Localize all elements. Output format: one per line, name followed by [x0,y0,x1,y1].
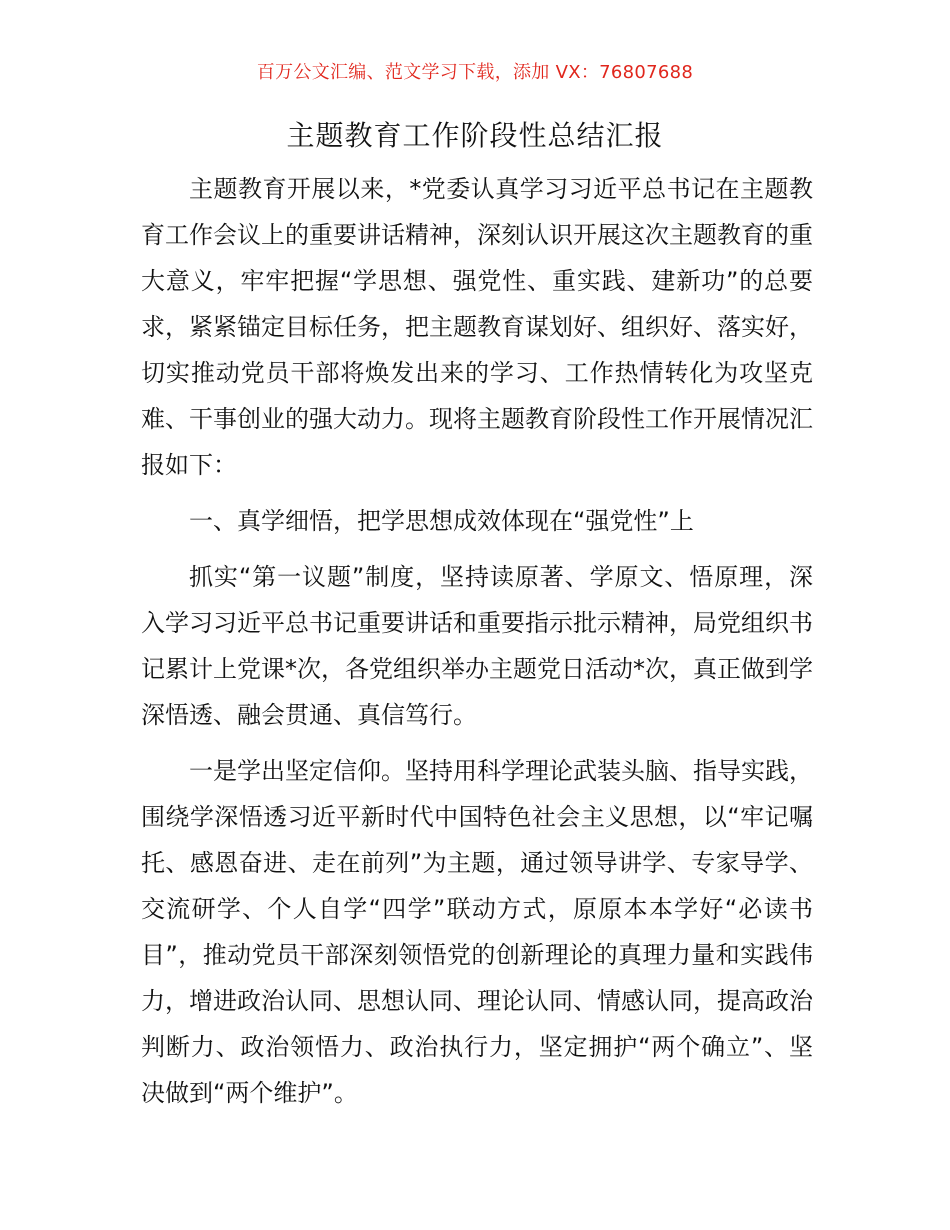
header-banner: 百万公文汇编、范文学习下载，添加 VX：76807688 [256,62,694,83]
intro-paragraph: 主题教育开展以来，*党委认真学习习近平总书记在主题教育工作会议上的重要讲话精神，深刻认识开展这次主题教育的重大意义，牢牢把握“学思想、强党性、重实践、建新功”的总要求，紧紧锚定目标任务，把主题教育谋划好、组织好、落实好，切实推动党员干部将焕发出来的学习、工作热情转化为攻坚克难、干事创业的强大动力。现将主题教育阶段性工作开展情况汇报如下： [141,175,813,479]
point-paragraph: 一是学出坚定信仰。坚持用科学理论武装头脑、指导实践，围绕学深悟透习近平新时代中国特色社会主义思想，以“牢记嘱托、感恩奋进、走在前列”为主题，通过领导讲学、专家导学、交流研学、个人自学“四学”联动方式，原原本本学好“必读书目”，推动党员干部深刻领悟党的创新理论的真理力量和实践伟力，增进政治认同、思想认同、理论认同、情感认同，提高政治判断力、政治领悟力、政治执行力，坚定拥护“两个确立”、坚决做到“两个维护”。 [141,757,813,1107]
section-paragraph: 抓实“第一议题”制度，坚持读原著、学原文、悟原理，深入学习习近平总书记重要讲话和重要指示批示精神，局党组织书记累计上党课*次，各党组织举办主题党日活动*次，真正做到学深悟透、融会贯通、真信笃行。 [141,563,813,729]
document-title: 主题教育工作阶段性总结汇报 [286,119,664,152]
document-body [141,166,813,1126]
section-heading: 一、真学细悟，把学思想成效体现在“强党性”上 [189,507,694,535]
